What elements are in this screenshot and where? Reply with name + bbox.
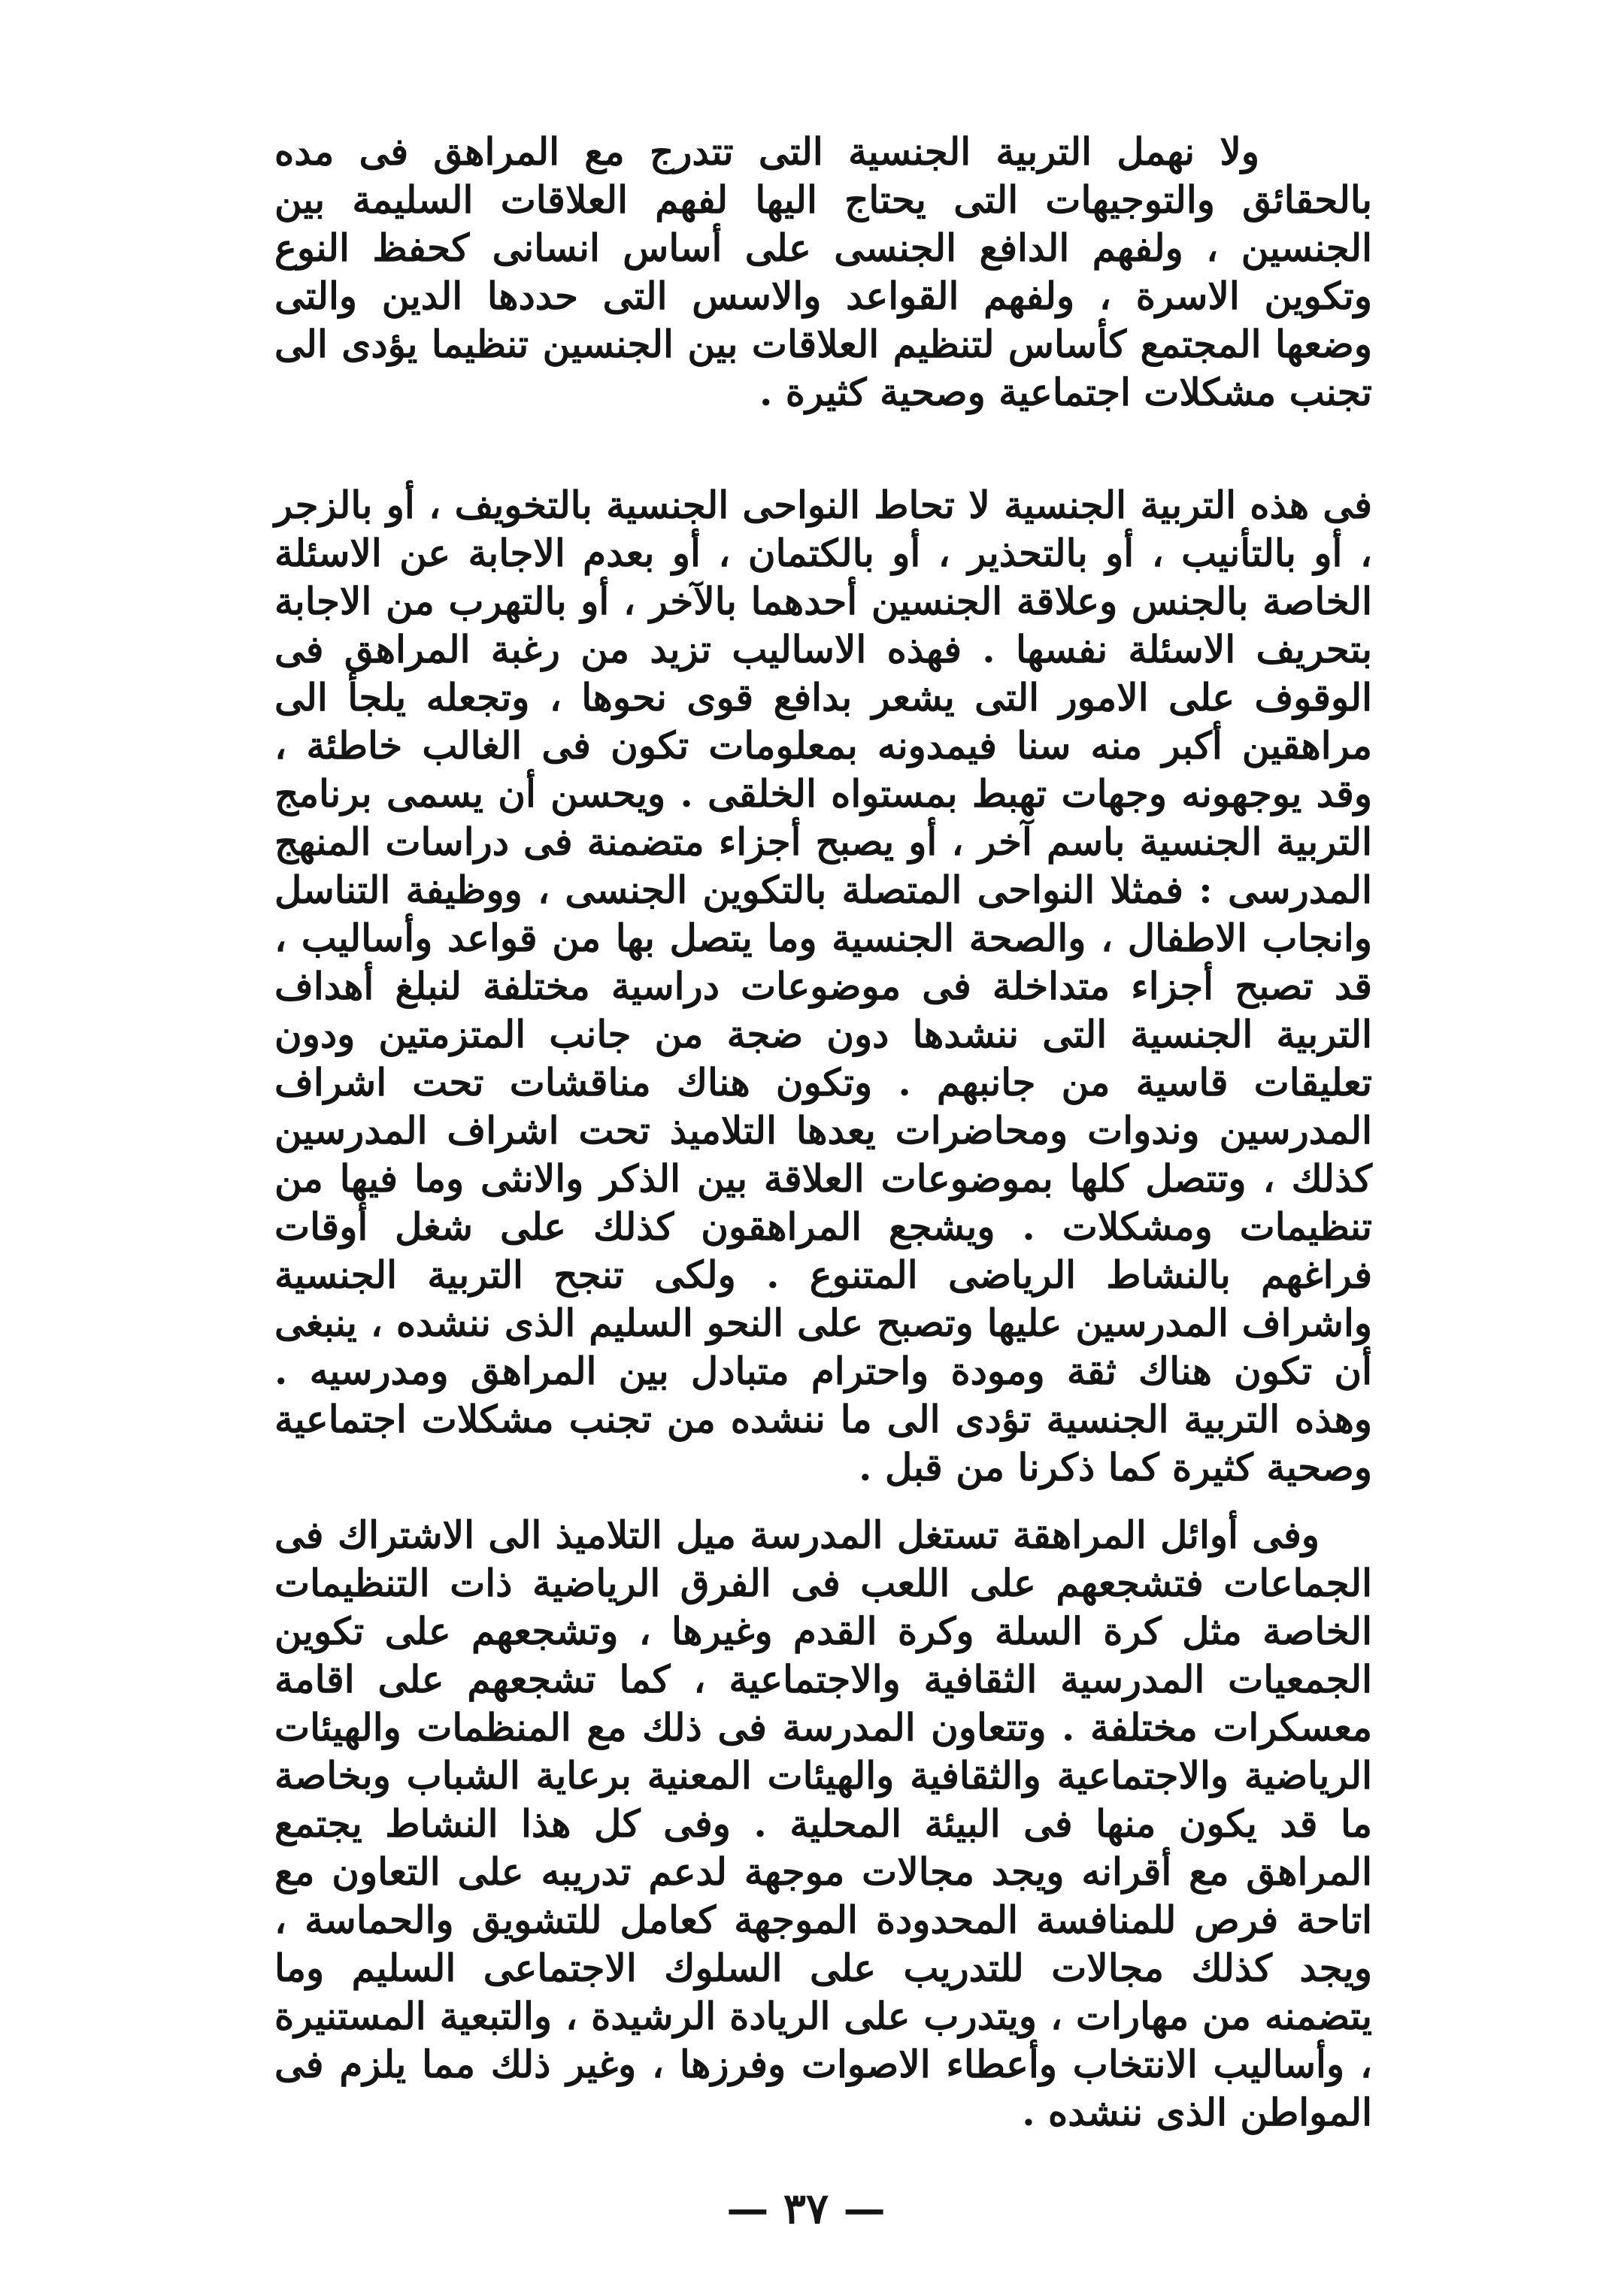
paragraph-school-activities: وفى أوائل المراهقة تستغل المدرسة ميل التلاميذ الى الاشتراك فى الجماعات فتشجعهم على اللعب فى الفرق الرياضية ذات التنظيمات الخاصة مثل كرة السلة وكرة القدم وغيرها ، وتشجعهم على تكوين الجمعيات المدرسية الثقافية والاجتماعية ، كما تشجعهم على اقامة معسكرات مختلفة . وتتعاون المدرسة فى ذلك مع المنظمات والهيئات الرياضية والاجتماعية والثقافية والهيئات المعنية برعاية الشباب وبخاصة ما قد يكون منها فى البيئة المحلية . وفى كل هذا النشاط يجتمع المراهق مع أقرانه ويجد مجالات موجهة لدعم تدريبه على التعاون مع اتاحة فرص للمنافسة المحدودة الموجهة كعامل للتشويق والحماسة ، ويجد كذلك مجالات للتدريب على السلوك الاجتماعى السليم وما يتضمنه من مهارات ، ويتدرب على الريادة الرشيدة ، والتبعية المستنيرة ، وأساليب الانتخاب وأعطاء الاصوات وفرزها ، وغير ذلك مما يلزم فى المواطن الذى ننشده .: [274, 1513, 1372, 2134]
paragraph-sex-education-intro: ولا نهمل التربية الجنسية التى تتدرج مع المراهق فى مده بالحقائق والتوجيهات التى يحتاج اليها لفهم العلاقات السليمة بين الجنسين ، ولفهم الدافع الجنسى على أساس انسانى كحفظ النوع وتكوين الاسرة ، ولفهم القواعد والاسس التى حددها الدين والتى وضعها المجتمع كأساس لتنظيم العلاقات بين الجنسين تنظيما يؤدى الى تجنب مشكلات اجتماعية وصحية كثيرة .: [274, 129, 1372, 414]
page-number: — ٣٧ —: [726, 2184, 886, 2234]
paragraph-sex-education-methods: فى هذه التربية الجنسية لا تحاط النواحى الجنسية بالتخويف ، أو بالزجر ، أو بالتأنيب ، أو بالتحذير ، أو بالكتمان ، أو بعدم الاجابة عن الاسئلة الخاصة بالجنس وعلاقة الجنسين أحدهما بالآخر ، أو بالتهرب من الاجابة بتحريف الاسئلة نفسها . فهذه الاساليب تزيد من رغبة المراهق فى الوقوف على الامور التى يشعر بدافع قوى نحوها ، وتجعله يلجأ الى مراهقين أكبر منه سنا فيمدونه بمعلومات تكون فى الغالب خاطئة ، وقد يوجهونه وجهات تهبط بمستواه الخلقى . ويحسن أن يسمى برنامج التربية الجنسية باسم آخر ، أو يصبح أجزاء متضمنة فى دراسات المنهج المدرسى : فمثلا النواحى المتصلة بالتكوين الجنسى ، ووظيفة التناسل وانجاب الاطفال ، والصحة الجنسية وما يتصل بها من قواعد وأساليب ، قد تصبح أجزاء متداخلة فى موضوعات دراسية مختلفة لنبلغ أهداف التربية الجنسية التى ننشدها دون ضجة من جانب المتزمتين ودون تعليقات قاسية من جانبهم . وتكون هناك مناقشات تحت اشراف المدرسين وندوات ومحاضرات يعدها التلاميذ تحت اشراف المدرسين كذلك ، وتتصل كلها بموضوعات العلاقة بين الذكر والانثى وما فيها من تنظيمات ومشكلات . ويشجع المراهقون كذلك على شغل أوقات فراغهم بالنشاط الرياضى المتنوع . ولكى تنجح التربية الجنسية واشراف المدرسين عليها وتصبح على النحو السليم الذى ننشده ، ينبغى أن تكون هناك ثقة ومودة واحترام متبادل بين المراهق ومدرسيه . وهذه التربية الجنسية تؤدى الى ما ننشده من تجنب مشكلات اجتماعية وصحية كثيرة كما ذكرنا من قبل .: [274, 483, 1372, 1489]
